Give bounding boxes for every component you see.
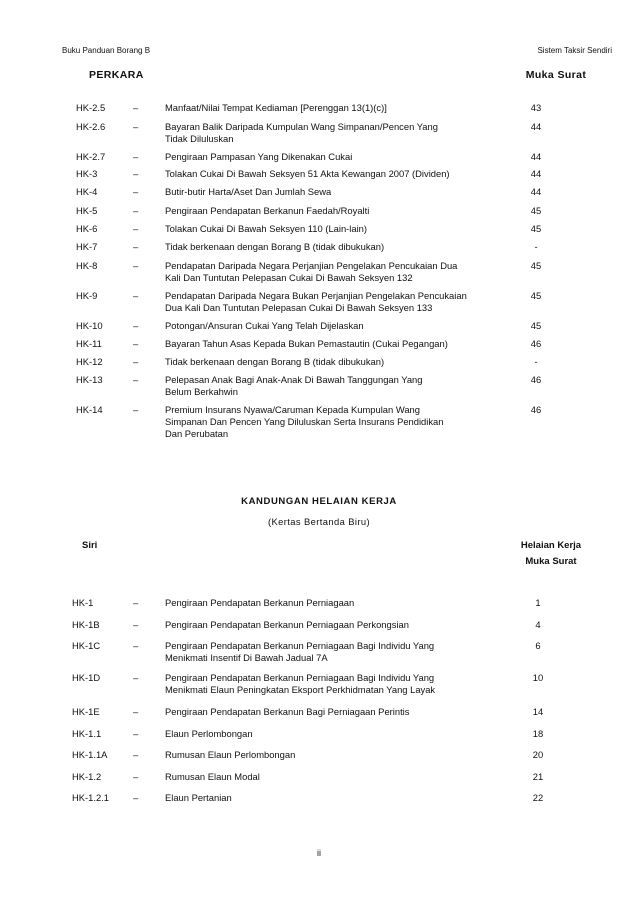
row-dash: – <box>133 168 139 179</box>
row-description <box>165 205 495 217</box>
row-description-line: Pengiraan Pendapatan Berkanun Perniagaan Bagi Individu Yang <box>165 672 435 683</box>
row-dash: – <box>133 792 139 803</box>
row-page: 6 <box>535 640 541 651</box>
row-page: 44 <box>530 186 542 197</box>
row-page: 46 <box>530 338 542 349</box>
row-description-line: Kali Dan Tuntutan Pelepasan Cukai Di Bawah Seksyen 132 <box>165 272 413 283</box>
row-description-line: Tidak berkenaan dengan Borang B (tidak dibukukan) <box>165 356 385 367</box>
row-code: HK-1.1A <box>72 749 108 760</box>
row-code: HK-7 <box>76 241 98 252</box>
row-description-line: Elaun Perlombongan <box>165 728 253 739</box>
row-description-line: Simpanan Dan Pencen Yang Diluluskan Serta Insurans Pendidikan <box>165 416 444 427</box>
row-code: HK-1.2 <box>72 771 102 782</box>
row-dash: – <box>133 374 139 385</box>
row-description-line: Belum Berkahwin <box>165 386 238 397</box>
row-description <box>165 640 495 664</box>
row-description <box>165 728 495 740</box>
row-page: 45 <box>530 320 542 331</box>
row-page: 4 <box>535 619 541 630</box>
row-page: - <box>534 241 538 252</box>
row-page: - <box>534 356 538 367</box>
row-code: HK-2.5 <box>76 102 106 113</box>
row-code: HK-1C <box>72 640 101 651</box>
row-dash: – <box>133 102 139 113</box>
row-dash: – <box>133 597 139 608</box>
row-code: HK-2.6 <box>76 121 106 132</box>
row-dash: – <box>133 121 139 132</box>
row-dash: – <box>133 706 139 717</box>
row-description <box>165 404 495 440</box>
row-page: 21 <box>532 771 544 782</box>
row-code: HK-1.2.1 <box>72 792 109 803</box>
row-dash: – <box>133 290 139 301</box>
row-page: 46 <box>530 404 542 415</box>
row-description-line: Pengiraan Pendapatan Berkanun Perniagaan Perkongsian <box>165 619 409 630</box>
row-code: HK-3 <box>76 168 98 179</box>
row-dash: – <box>133 186 139 197</box>
row-code: HK-1.1 <box>72 728 102 739</box>
section2-title: KANDUNGAN HELAIAN KERJA <box>241 496 397 507</box>
row-description <box>165 706 495 718</box>
row-description-line: Rumusan Elaun Modal <box>165 771 260 782</box>
row-description-line: Elaun Pertanian <box>165 792 232 803</box>
row-description <box>165 121 495 145</box>
row-description-line: Bayaran Balik Daripada Kumpulan Wang Simpanan/Pencen Yang <box>165 121 438 132</box>
row-dash: – <box>133 749 139 760</box>
row-page: 43 <box>530 102 542 113</box>
section2-col-page-header-line1: Helaian Kerja <box>520 540 582 551</box>
row-page: 45 <box>530 223 542 234</box>
row-dash: – <box>133 619 139 630</box>
row-page: 46 <box>530 374 542 385</box>
row-description-line: Pendapatan Daripada Negara Bukan Perjanjian Pengelakan Pencukaian <box>165 290 467 301</box>
row-code: HK-13 <box>76 374 103 385</box>
row-page: 14 <box>532 706 544 717</box>
row-description-line: Tolakan Cukai Di Bawah Seksyen 51 Akta Kewangan 2007 (Dividen) <box>165 168 450 179</box>
row-description <box>165 186 495 198</box>
row-description <box>165 619 495 631</box>
row-code: HK-4 <box>76 186 98 197</box>
page-number: ii <box>317 848 321 858</box>
running-header-right: Sistem Taksir Sendiri <box>537 46 612 55</box>
row-page: 45 <box>530 260 542 271</box>
row-description-line: Tolakan Cukai Di Bawah Seksyen 110 (Lain-lain) <box>165 223 368 234</box>
table1-col-page-header: Muka Surat <box>525 69 587 81</box>
row-description <box>165 260 495 284</box>
row-description-line: Rumusan Elaun Perlombongan <box>165 749 296 760</box>
row-dash: – <box>133 338 139 349</box>
row-dash: – <box>133 728 139 739</box>
row-description-line: Premium Insurans Nyawa/Caruman Kepada Kumpulan Wang <box>165 404 420 415</box>
row-description-line: Pengiraan Pendapatan Berkanun Bagi Perniagaan Perintis <box>165 706 410 717</box>
row-description-line: Pengiraan Pendapatan Berkanun Faedah/Royalti <box>165 205 370 216</box>
row-description-line: Dan Perubatan <box>165 428 229 439</box>
row-code: HK-1B <box>72 619 100 630</box>
row-page: 10 <box>532 672 544 683</box>
row-description-line: Tidak Diluluskan <box>165 133 234 144</box>
row-dash: – <box>133 672 139 683</box>
row-page: 45 <box>530 205 542 216</box>
row-code: HK-9 <box>76 290 98 301</box>
row-code: HK-1 <box>72 597 94 608</box>
row-page: 18 <box>532 728 544 739</box>
row-description <box>165 792 495 804</box>
row-description-line: Pelepasan Anak Bagi Anak-Anak Di Bawah Tanggungan Yang <box>165 374 423 385</box>
row-page: 22 <box>532 792 544 803</box>
row-description-line: Menikmati Insentif Di Bawah Jadual 7A <box>165 652 328 663</box>
row-description <box>165 672 495 696</box>
row-page: 44 <box>530 151 542 162</box>
row-dash: – <box>133 151 139 162</box>
row-description-line: Manfaat/Nilai Tempat Kediaman [Perenggan 13(1)(c)] <box>165 102 387 113</box>
row-description <box>165 338 495 350</box>
row-description <box>165 771 495 783</box>
section2-col-item-header: Siri <box>82 540 98 551</box>
row-dash: – <box>133 320 139 331</box>
row-dash: – <box>133 404 139 415</box>
row-code: HK-5 <box>76 205 98 216</box>
row-description-line: Dua Kali Dan Tuntutan Pelepasan Cukai Di Bawah Seksyen 133 <box>165 302 433 313</box>
row-page: 45 <box>530 290 542 301</box>
row-description-line: Tidak berkenaan dengan Borang B (tidak dibukukan) <box>165 241 385 252</box>
row-page: 44 <box>530 121 542 132</box>
row-dash: – <box>133 260 139 271</box>
row-description-line: Butir-butir Harta/Aset Dan Jumlah Sewa <box>165 186 332 197</box>
row-description-line: Menikmati Elaun Peningkatan Eksport Perkhidmatan Yang Layak <box>165 684 436 695</box>
row-dash: – <box>133 640 139 651</box>
row-code: HK-8 <box>76 260 98 271</box>
row-description-line: Potongan/Ansuran Cukai Yang Telah Dijelaskan <box>165 320 364 331</box>
row-page: 1 <box>535 597 541 608</box>
row-code: HK-11 <box>76 338 102 349</box>
row-description <box>165 597 495 609</box>
running-header-left: Buku Panduan Borang B <box>62 46 151 55</box>
row-description <box>165 241 495 253</box>
row-dash: – <box>133 356 139 367</box>
row-description <box>165 749 495 761</box>
row-description-line: Pendapatan Daripada Negara Perjanjian Pengelakan Pencukaian Dua <box>165 260 458 271</box>
row-dash: – <box>133 771 139 782</box>
row-code: HK-14 <box>76 404 103 415</box>
row-description <box>165 223 495 235</box>
row-code: HK-10 <box>76 320 103 331</box>
row-page: 44 <box>530 168 542 179</box>
row-description <box>165 356 495 368</box>
row-dash: – <box>133 241 139 252</box>
row-description-line: Pengiraan Pendapatan Berkanun Perniagaan <box>165 597 355 608</box>
row-description-line: Pengiraan Pampasan Yang Dikenakan Cukai <box>165 151 353 162</box>
row-description <box>165 374 495 398</box>
section2-subtitle: (Kertas Bertanda Biru) <box>267 516 371 527</box>
row-description <box>165 102 495 114</box>
row-description <box>165 290 495 314</box>
row-dash: – <box>133 205 139 216</box>
row-code: HK-6 <box>76 223 98 234</box>
row-page: 20 <box>532 749 544 760</box>
row-code: HK-1D <box>72 672 101 683</box>
row-description-line: Bayaran Tahun Asas Kepada Bukan Pemastautin (Cukai Pegangan) <box>165 338 448 349</box>
row-dash: – <box>133 223 139 234</box>
table1-col-item-header: PERKARA <box>89 69 144 81</box>
row-description <box>165 151 495 163</box>
row-code: HK-1E <box>72 706 100 717</box>
row-description <box>165 168 495 180</box>
row-description <box>165 320 495 332</box>
row-code: HK-12 <box>76 356 103 367</box>
section2-col-page-header-line2: Muka Surat <box>525 556 577 567</box>
row-code: HK-2.7 <box>76 151 106 162</box>
row-description-line: Pengiraan Pendapatan Berkanun Perniagaan Bagi Individu Yang <box>165 640 435 651</box>
